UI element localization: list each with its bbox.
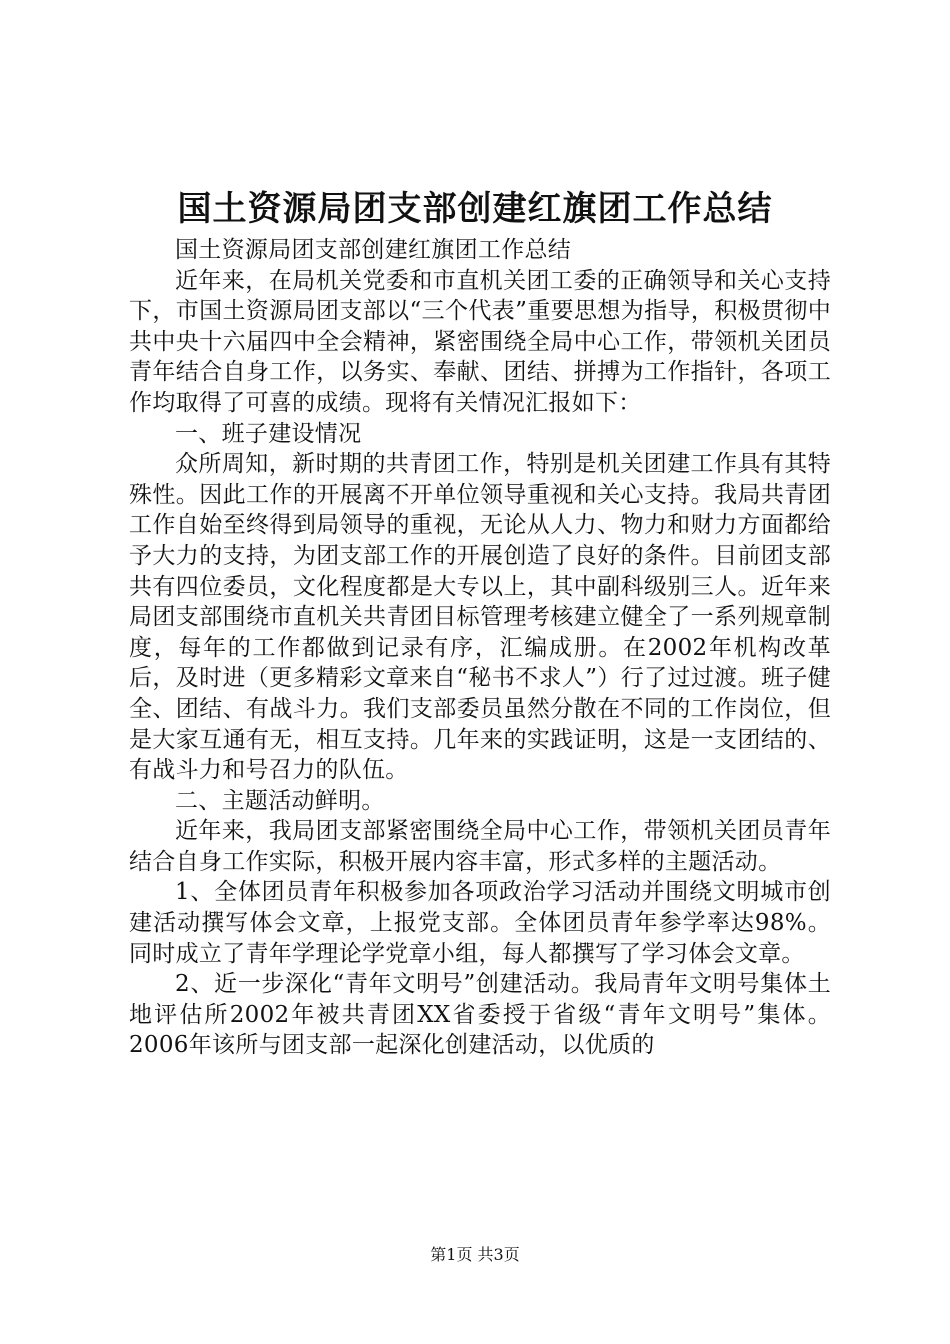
section-heading-theme-activities: 二、主题活动鲜明。 [175,787,385,814]
paragraph-item-1: 1、全体团员青年积极参加各项政治学习活动并围绕文明城市创建活动撰写体会文章，上报党支部。全体团员青年参学率达98%。同时成立了青年学理论学党章小组，每人都撰写了学习体会文章。 [129,879,831,967]
paragraph-intro: 近年来，在局机关党委和市直机关团工委的正确领导和关心支持下，市国土资源局团支部以“三个代表”重要思想为指导，积极贯彻中共中央十六届四中全会精神，紧密围绕全局中心工作，带领机关团员青年结合自身工作，以务实、奉献、团结、拼搏为工作指针，各项工作均取得了可喜的成绩。现将有关情况汇报如下： [129,267,831,416]
paragraph-team-building: 众所周知，新时期的共青团工作，特别是机关团建工作具有其特殊性。因此工作的开展离不开单位领导重视和关心支持。我局共青团工作自始至终得到局领导的重视，无论从人力、物力和财力方面都给予大力的支持，为团支部工作的开展创造了良好的条件。目前团支部共有四位委员，文化程度都是大专以上，其中副科级别三人。近年来局团支部围绕市直机关共青团目标管理考核建立健全了一系列规章制度，每年的工作都做到记录有序，汇编成册。在2002年机构改革后，及时进（更多精彩文章来自“秘书不求人”）行了过过渡。班子健全、团结、有战斗力。我们支部委员虽然分散在不同的工作岗位，但是大家互通有无，相互支持。几年来的实践证明，这是一支团结的、有战斗力和号召力的队伍。 [129,451,831,784]
section-heading-team-building: 一、班子建设情况 [175,420,362,447]
paragraph-subtitle: 国土资源局团支部创建红旗团工作总结 [175,237,572,263]
document-title: 国土资源局团支部创建红旗团工作总结 [177,189,773,229]
document-body [129,235,831,1061]
paragraph-theme-activities: 近年来，我局团支部紧密围绕全局中心工作，带领机关团员青年结合自身工作实际，积极开展内容丰富，形式多样的主题活动。 [129,818,831,875]
paragraph-item-2: 2、近一步深化“青年文明号”创建活动。我局青年文明号集体土地评估所2002年被共青团XX省委授于省级“青年文明号”集体。2006年该所与团支部一起深化创建活动，以优质的 [129,971,831,1059]
page-number-footer: 第1页 共3页 [430,1245,520,1264]
